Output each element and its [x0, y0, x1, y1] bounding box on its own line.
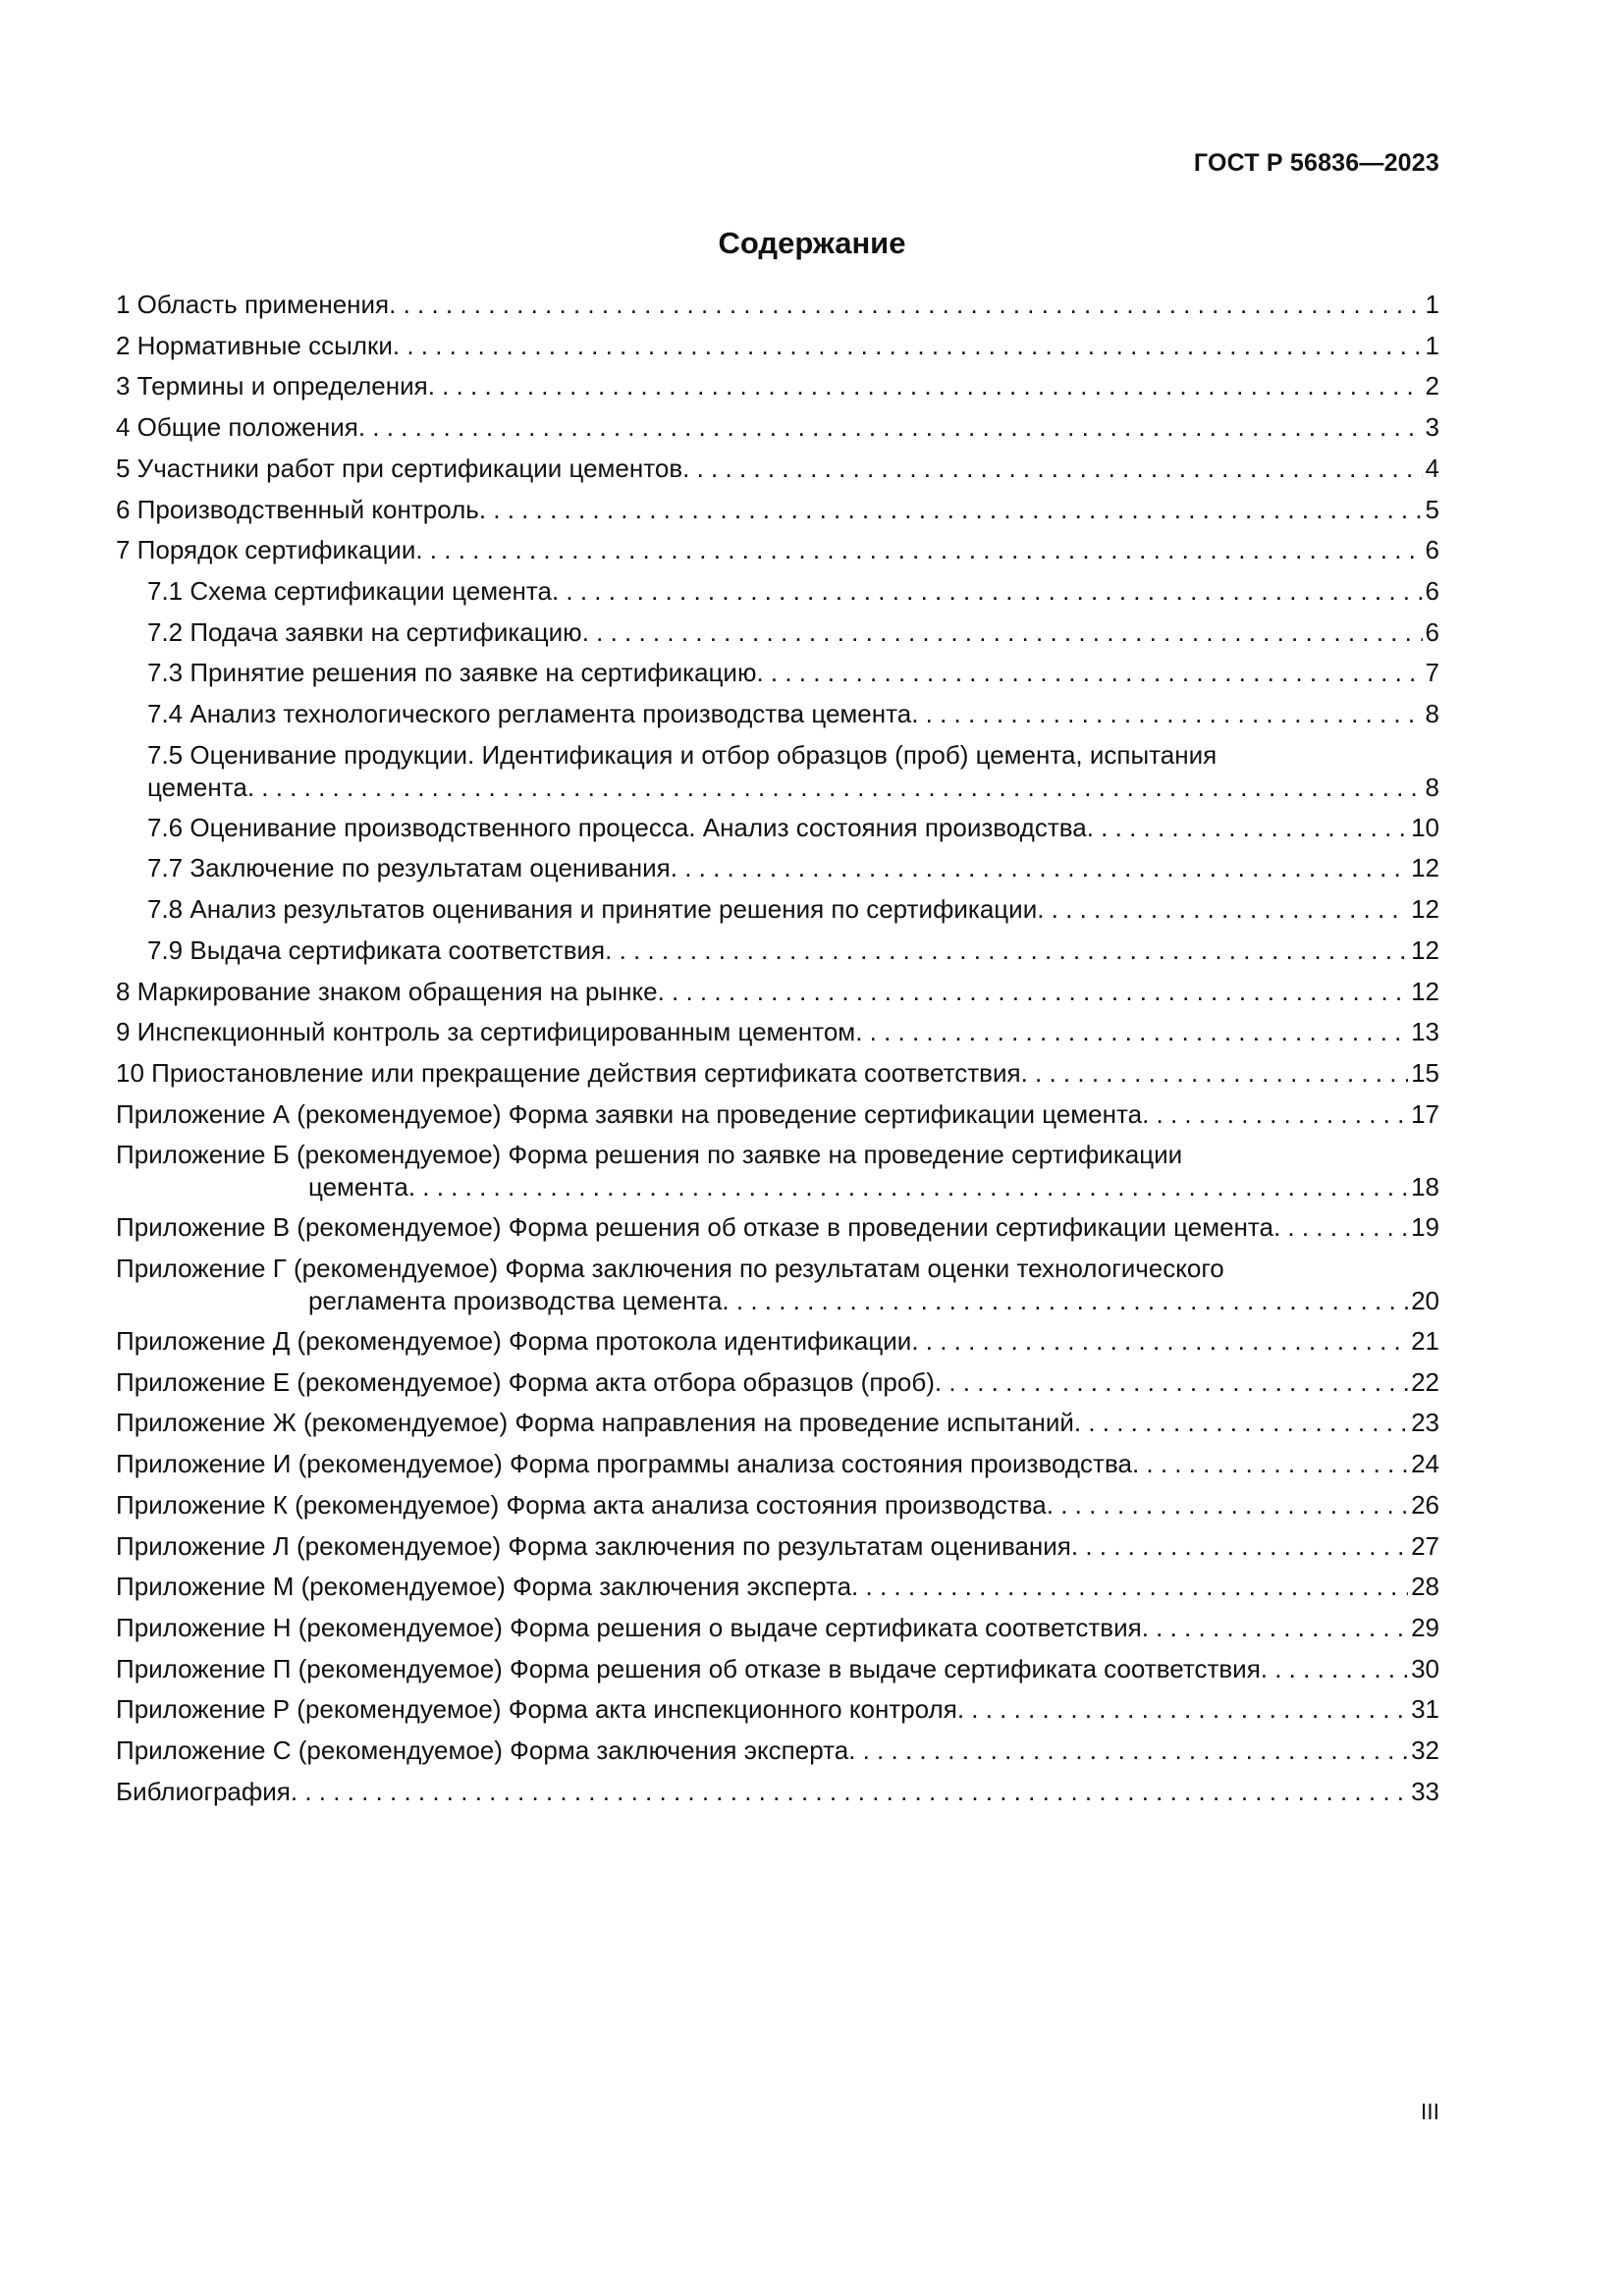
toc-entry[interactable]	[116, 530, 1439, 571]
toc-leader-dots	[247, 772, 1423, 804]
toc-leader-dots	[1047, 1485, 1408, 1526]
toc-title: Содержание	[718, 226, 906, 260]
toc-leader-dots	[1074, 1403, 1408, 1444]
toc-entry-bibliography[interactable]	[116, 1772, 1439, 1813]
toc-entry-page: 12	[1411, 976, 1439, 1006]
toc-entry-title: Приложение М (рекомендуемое) Форма заключения эксперта	[116, 1572, 852, 1602]
toc-leader-dots	[671, 848, 1408, 889]
toc-entry-title: Приложение Р (рекомендуемое) Форма акта инспекционного контроля	[116, 1694, 957, 1725]
toc-appendix-entry[interactable]	[116, 1485, 1439, 1526]
toc-leader-dots	[851, 1567, 1408, 1608]
toc-leader-dots	[848, 1731, 1408, 1772]
toc-entry-page: 27	[1411, 1530, 1439, 1561]
toc-entry-title: Приложение И (рекомендуемое) Форма программы анализа состояния производства	[116, 1449, 1132, 1479]
toc-entry[interactable]	[116, 490, 1439, 531]
toc-appendix-entry[interactable]	[116, 1526, 1439, 1568]
toc-leader-dots	[935, 1362, 1408, 1404]
toc-leader-dots	[756, 653, 1422, 694]
toc-subentry[interactable]	[116, 694, 1439, 735]
toc-appendix-entry[interactable]	[116, 1689, 1439, 1731]
toc-entry-title: Библиография	[116, 1776, 291, 1806]
toc-entry-title: 7.7 Заключение по результатам оценивания	[147, 853, 671, 883]
toc-entry-title: Приложение Д (рекомендуемое) Форма протокола идентификации	[116, 1326, 912, 1357]
toc-entry-title: Приложение Н (рекомендуемое) Форма решения о выдаче сертификата соответствия	[116, 1612, 1142, 1642]
toc-entry[interactable]	[116, 326, 1439, 367]
toc-leader-dots	[1037, 889, 1408, 931]
toc-subentry[interactable]	[116, 889, 1439, 931]
toc-entry-page: 19	[1411, 1212, 1439, 1243]
toc-entry-title: 7 Порядок сертификации	[116, 535, 416, 565]
toc-entry-title: 7.9 Выдача сертификата соответствия	[147, 934, 606, 965]
toc-entry-title: Приложение К (рекомендуемое) Форма акта анализа состояния производства	[116, 1489, 1047, 1520]
toc-entry-page: 6	[1425, 535, 1439, 565]
toc-entry-title: 8 Маркирование знаком обращения на рынке	[116, 976, 658, 1006]
toc-appendix-entry[interactable]	[116, 1362, 1439, 1404]
toc-subentry[interactable]	[116, 808, 1439, 849]
toc-entry-page: 5	[1425, 494, 1439, 524]
toc-entry-page: 7	[1425, 658, 1439, 688]
toc-entry-title: 7.2 Подача заявки на сертификацию	[147, 616, 582, 647]
toc-subentry[interactable]	[116, 653, 1439, 694]
toc-entry-page: 10	[1411, 812, 1439, 842]
toc-entry-page: 17	[1411, 1098, 1439, 1129]
toc-entry-title: Приложение Г (рекомендуемое) Форма заключения по результатам оценки технологического	[116, 1254, 1224, 1284]
toc-entry-title: 5 Участники работ при сертификации цементов	[116, 453, 683, 483]
toc-entry-title-continued: цемента	[308, 1172, 408, 1202]
toc-subentry[interactable]	[116, 613, 1439, 654]
toc-leader-dots	[415, 530, 1422, 571]
toc-leader-dots	[722, 1285, 1408, 1317]
toc-entry[interactable]	[116, 1053, 1439, 1095]
toc-entry[interactable]	[116, 1012, 1439, 1053]
toc-entry-page: 8	[1425, 772, 1439, 802]
toc-appendix-entry[interactable]	[116, 1207, 1439, 1249]
toc-appendix-entry[interactable]	[116, 1444, 1439, 1485]
toc-entry-title: Приложение Е (рекомендуемое) Форма акта отбора образцов (проб)	[116, 1366, 935, 1397]
toc-leader-dots	[1142, 1095, 1408, 1136]
toc-leader-dots	[1142, 1608, 1408, 1649]
toc-entry-title: Приложение Л (рекомендуемое) Форма заключения по результатам оценивания	[116, 1530, 1071, 1561]
toc-entry-title-continued: регламента производства цемента	[308, 1286, 723, 1316]
table-of-contents	[116, 285, 1439, 1813]
toc-leader-dots	[389, 285, 1422, 326]
toc-leader-dots	[1261, 1649, 1408, 1690]
toc-entry-page: 12	[1411, 853, 1439, 883]
toc-entry-page: 18	[1411, 1172, 1439, 1202]
toc-entry-page: 6	[1425, 616, 1439, 647]
toc-entry-page: 26	[1411, 1489, 1439, 1520]
toc-leader-dots	[605, 931, 1408, 972]
toc-appendix-entry[interactable]	[116, 1567, 1439, 1608]
toc-entry[interactable]	[116, 407, 1439, 449]
toc-entry-title: 7.5 Оценивание продукции. Идентификация и отбор образцов (проб) цемента, испытания	[147, 739, 1218, 770]
document-code: ГОСТ Р 56836—2023	[1193, 149, 1439, 177]
toc-entry[interactable]	[116, 449, 1439, 490]
toc-appendix-entry[interactable]	[116, 1403, 1439, 1444]
toc-leader-dots	[358, 407, 1423, 449]
toc-leader-dots	[911, 1321, 1408, 1362]
toc-entry-title: Приложение А (рекомендуемое) Форма заявки на проведение сертификации цемента	[116, 1098, 1143, 1129]
toc-leader-dots	[291, 1772, 1408, 1813]
toc-entry-title: 7.3 Принятие решения по заявке на сертификацию	[147, 658, 757, 688]
toc-appendix-entry[interactable]	[116, 1649, 1439, 1690]
toc-subentry[interactable]	[116, 931, 1439, 972]
toc-entry-title: Приложение Ж (рекомендуемое) Форма направления на проведение испытаний	[116, 1408, 1074, 1438]
toc-subentry-wrapped[interactable]	[116, 735, 1439, 808]
toc-subentry[interactable]	[116, 848, 1439, 889]
toc-entry-title: 1 Область применения	[116, 290, 390, 319]
toc-entry-page: 30	[1411, 1653, 1439, 1683]
toc-entry-title: 10 Приостановление или прекращение действия сертификата соответствия	[116, 1057, 1021, 1088]
toc-entry-title: Приложение С (рекомендуемое) Форма заключения эксперта	[116, 1735, 849, 1766]
toc-entry-title: 4 Общие положения	[116, 412, 358, 443]
toc-entry-page: 6	[1425, 575, 1439, 606]
toc-entry-page: 1	[1425, 330, 1439, 360]
toc-leader-dots	[582, 613, 1423, 654]
toc-leader-dots	[1087, 808, 1408, 849]
toc-entry-page: 2	[1425, 371, 1439, 401]
toc-entry-title: 6 Производственный контроль	[116, 494, 479, 524]
toc-entry-title: 7.8 Анализ результатов оценивания и принятие решения по сертификации	[147, 894, 1038, 925]
toc-leader-dots	[552, 571, 1423, 613]
toc-entry-title: 3 Термины и определения	[116, 371, 428, 401]
toc-appendix-entry[interactable]	[116, 1731, 1439, 1772]
toc-entry-page: 12	[1411, 934, 1439, 965]
toc-entry-title: Приложение В (рекомендуемое) Форма решения об отказе в проведении сертификации цемента	[116, 1212, 1273, 1243]
toc-entry-page: 32	[1411, 1735, 1439, 1766]
toc-entry[interactable]	[116, 972, 1439, 1013]
toc-subentry[interactable]	[116, 571, 1439, 613]
toc-entry-title: 7.4 Анализ технологического регламента производства цемента	[147, 699, 912, 729]
toc-entry-page: 20	[1411, 1286, 1439, 1316]
toc-entry[interactable]	[116, 366, 1439, 407]
toc-entry-page: 3	[1425, 412, 1439, 443]
toc-entry-page: 31	[1411, 1694, 1439, 1725]
toc-leader-dots	[658, 972, 1409, 1013]
toc-leader-dots	[957, 1689, 1408, 1731]
toc-appendix-entry[interactable]	[116, 1608, 1439, 1649]
toc-leader-dots	[428, 366, 1423, 407]
toc-entry-page: 12	[1411, 894, 1439, 925]
toc-entry-title: 7.6 Оценивание производственного процесса. Анализ состояния производства	[147, 812, 1087, 842]
toc-entry-title: Приложение Б (рекомендуемое) Форма решения по заявке на проведение сертификации	[116, 1140, 1183, 1170]
toc-appendix-entry[interactable]	[116, 1095, 1439, 1136]
toc-entry-title: 2 Нормативные ссылки	[116, 330, 393, 360]
toc-entry-title: 7.1 Схема сертификации цемента	[147, 575, 552, 606]
toc-entry-page: 1	[1425, 290, 1439, 319]
toc-appendix-entry-wrapped[interactable]	[116, 1249, 1439, 1321]
toc-entry-page: 23	[1411, 1408, 1439, 1438]
toc-leader-dots	[1071, 1526, 1408, 1568]
toc-leader-dots	[855, 1012, 1408, 1053]
toc-entry-page: 33	[1411, 1776, 1439, 1806]
toc-leader-dots	[479, 490, 1423, 531]
toc-leader-dots	[408, 1171, 1408, 1203]
toc-entry[interactable]	[116, 285, 1439, 326]
page-number: III	[1420, 2099, 1439, 2124]
toc-entry-page: 22	[1411, 1366, 1439, 1397]
toc-entry-page: 28	[1411, 1572, 1439, 1602]
toc-entry-title: Приложение П (рекомендуемое) Форма решения об отказе в выдаче сертификата соответствия	[116, 1653, 1261, 1683]
toc-entry-page: 4	[1425, 453, 1439, 483]
toc-leader-dots	[1132, 1444, 1408, 1485]
toc-leader-dots	[1021, 1053, 1409, 1095]
toc-entry-page: 21	[1411, 1326, 1439, 1357]
toc-appendix-entry-wrapped[interactable]	[116, 1135, 1439, 1207]
toc-leader-dots	[682, 449, 1422, 490]
toc-leader-dots	[393, 326, 1423, 367]
toc-leader-dots	[1273, 1207, 1408, 1249]
toc-entry-page: 13	[1411, 1017, 1439, 1047]
toc-entry-page: 8	[1425, 699, 1439, 729]
toc-entry-title: 9 Инспекционный контроль за сертифицированным цементом	[116, 1017, 856, 1047]
toc-entry-page: 15	[1411, 1057, 1439, 1088]
toc-entry-page: 24	[1411, 1449, 1439, 1479]
toc-entry-title-continued: цемента	[147, 772, 247, 802]
toc-leader-dots	[911, 694, 1422, 735]
toc-entry-page: 29	[1411, 1612, 1439, 1642]
toc-appendix-entry[interactable]	[116, 1321, 1439, 1362]
